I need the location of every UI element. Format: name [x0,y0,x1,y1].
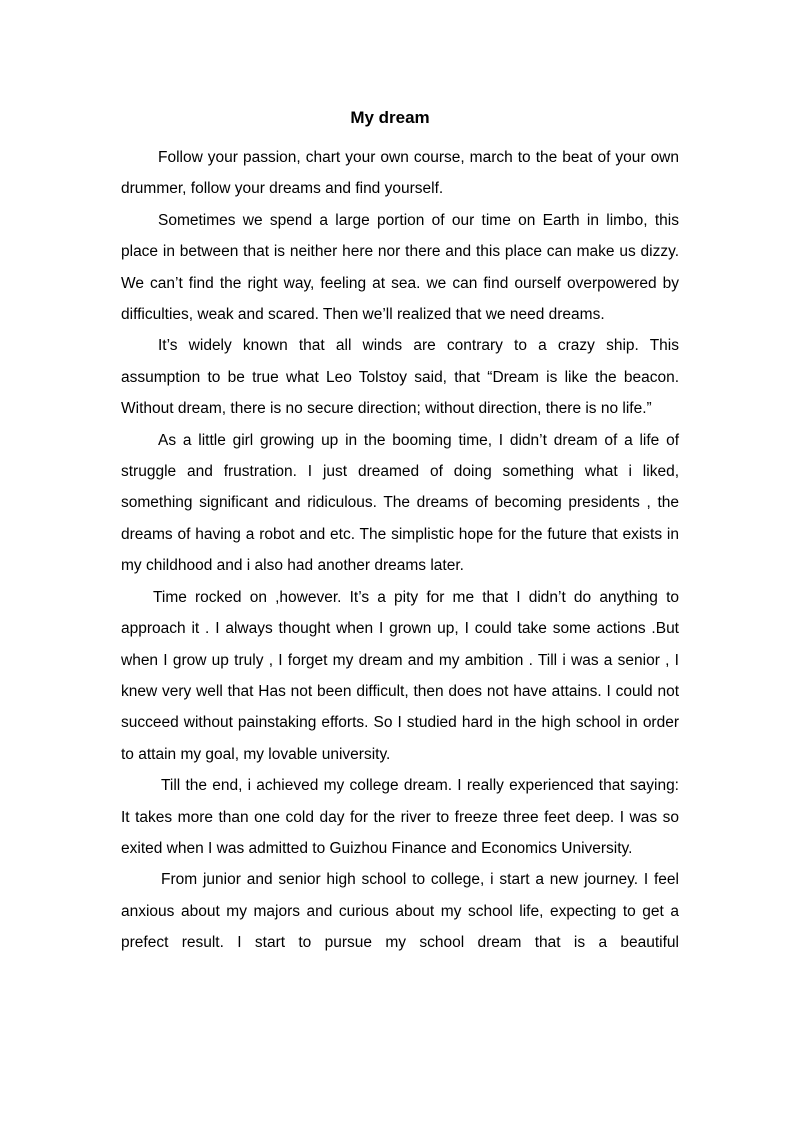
document-title: My dream [350,108,430,127]
paragraph: As a little girl growing up in the booming time, I didn’t dream of a life of struggle and frustration. I just dreamed of doing something what i liked, something significant and ridiculous. The dreams of becoming presidents , the dreams of having a robot and etc. The simplistic hope for the future that exists in my childhood and i also had another dreams later. [121,431,679,575]
paragraph: Sometimes we spend a large portion of our time on Earth in limbo, this place in between that is neither here nor there and this place can make us dizzy. We can’t find the right way, feeling at sea. we can find ourself overpowered by difficulties, weak and scared. Then we’ll realized that we need dreams. [121,211,679,324]
paragraph: From junior and senior high school to college, i start a new journey. I feel anxious about my majors and curious about my school life, expecting to get a prefect result. I start to pursue my school dream that is a beautiful [121,871,679,952]
paragraph: Time rocked on ,however. It’s a pity for me that I didn’t do anything to approach it . I always thought when I grown up, I could take some actions .But when I grow up truly , I forget my dream and my ambition . Till i was a senior , I knew very well that Has not been difficult, then does not have attains. I could not succeed without painstaking efforts. So I studied hard in the high school in order to attain my goal, my lovable university. [121,588,679,763]
paragraph: Till the end, i achieved my college dream. I really experienced that saying: It takes more than one cold day for the river to freeze three feet deep. I was so exited when I was admitted to Guizhou Finance and Economics University. [121,777,679,857]
paragraph: It’s widely known that all winds are contrary to a crazy ship. This assumption to be true what Leo Tolstoy said, that “Dream is like the beacon. Without dream, there is no secure direction; without direction, there is no life.” [121,337,679,418]
paragraph: Follow your passion, chart your own course, march to the beat of your own drummer, follow your dreams and find yourself. [121,149,679,198]
document-body [121,142,679,959]
